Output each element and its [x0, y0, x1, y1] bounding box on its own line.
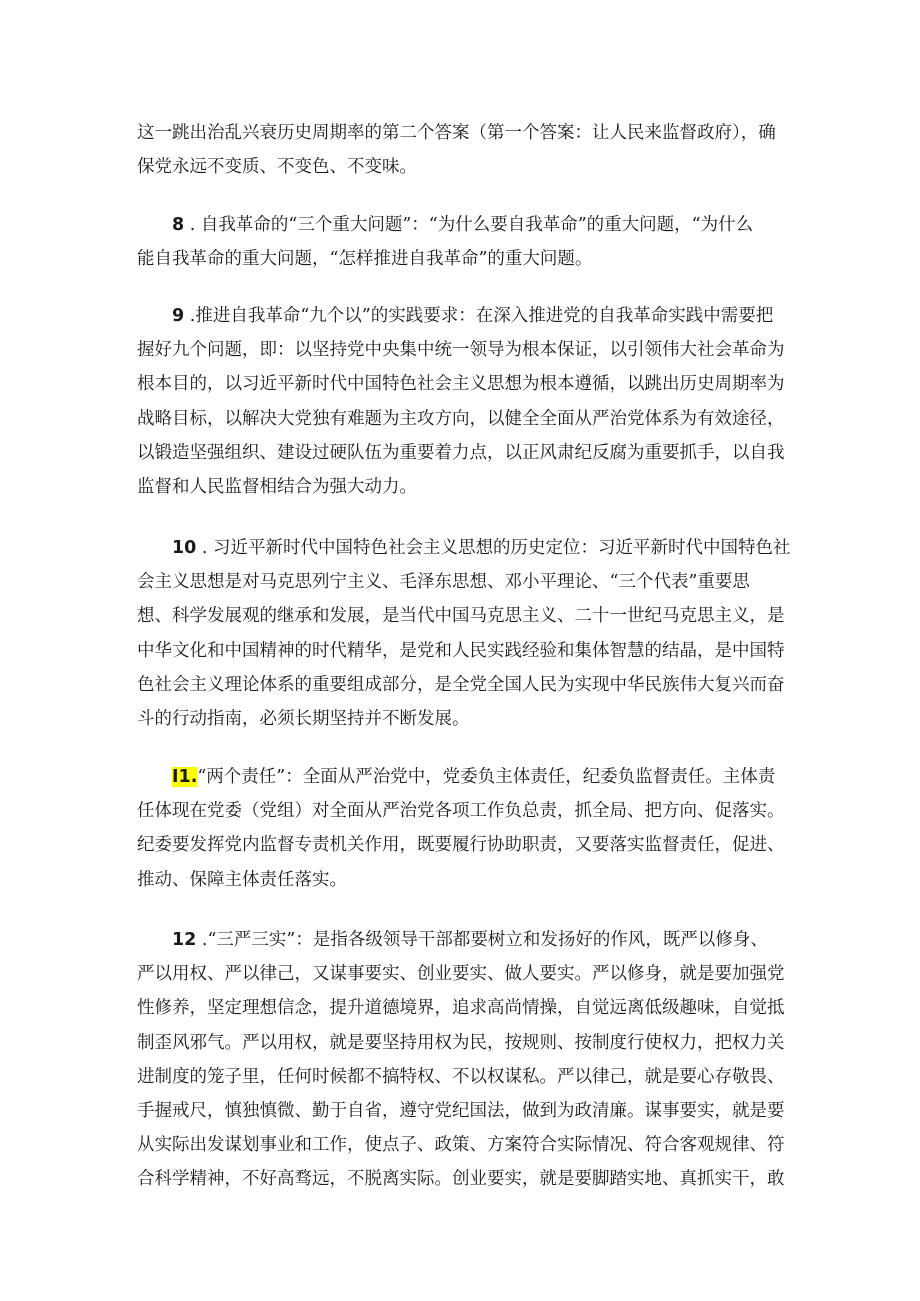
item-number: 9: [172, 306, 185, 326]
paragraph-continuation: [137, 116, 777, 184]
text-line: 色社会主义理论体系的重要组成部分，是全党全国人民为实现中华民族伟大复兴而奋: [137, 674, 785, 695]
text-line: 这一跳出治乱兴衰历史周期率的第二个答案（第一个答案：让人民来监督政府），确: [137, 123, 776, 143]
paragraph-8: [137, 208, 777, 276]
text-line: 推动、保障主体责任落实。: [137, 869, 347, 890]
text-line: 能自我革命的重大问题，“怎样推进自我革命”的重大问题。: [137, 249, 593, 270]
item-number: 8: [172, 215, 185, 235]
text-line: 监督和人民监督相结合为强大动力。: [137, 477, 417, 498]
text-line: 从实际出发谋划事业和工作，使点子、政策、方案符合实际情况、符合客观规律、符: [137, 1135, 785, 1156]
item-number: 10: [172, 538, 197, 558]
first-line-text: .“三严三实”：是指各级领导干部都要树立和发扬好的作风，既严以修身、: [196, 930, 768, 950]
text-line: [137, 208, 777, 242]
first-line-text: .推进自我革命“九个以”的实践要求：在深入推进党的自我革命实践中需要把: [184, 306, 774, 326]
text-line: [137, 760, 777, 794]
paragraph-10: [137, 531, 791, 736]
text-line: [137, 923, 777, 957]
text-line: 以锻造坚强组织、建设过硬队伍为重要着力点，以正风肃纪反腐为重要抓手，以自我: [137, 442, 785, 463]
text-line: 握好九个问题，即：以坚持党中央集中统一领导为根本保证，以引领伟大社会革命为: [137, 340, 785, 361]
text-line: [137, 299, 777, 333]
text-line: 任体现在党委（党组）对全面从严治党各项工作负总责，抓全局、把方向、促落实。: [137, 801, 785, 822]
paragraph-12: [137, 923, 785, 1197]
paragraph-9: [137, 299, 785, 504]
text-line: 手握戒尺，慎独慎微、勤于自省，遵守党纪国法，做到为政清廉。谋事要实，就是要: [137, 1101, 785, 1122]
text-line: 会主义思想是对马克思列宁主义、毛泽东思想、邓小平理论、“三个代表”重要思: [137, 572, 750, 593]
paragraph-11: [137, 760, 785, 897]
text-line: 斗的行动指南，必须长期坚持并不断发展。: [137, 709, 470, 730]
item-number-highlighted: I1.: [172, 767, 198, 787]
text-line: 根本目的，以习近平新时代中国特色社会主义思想为根本遵循，以跳出历史周期率为: [137, 374, 785, 395]
text-line: 进制度的笼子里，任何时候都不搞特权、不以权谋私。严以律己，就是要心存敬畏、: [137, 1066, 785, 1087]
text-line: 严以用权、严以律己，又谋事要实、创业要实、做人要实。严以修身，就是要加强党: [137, 964, 785, 985]
first-line-text: . 自我革命的“三个重大问题”：“为什么要自我革命”的重大问题，“为什么: [184, 215, 754, 235]
text-line: 纪委要发挥党内监督专责机关作用，既要履行协助职责，又要落实监督责任，促进、: [137, 835, 785, 856]
item-number: 12: [172, 930, 197, 950]
first-line-text: . 习近平新时代中国特色社会主义思想的历史定位：习近平新时代中国特色社: [196, 538, 791, 558]
text-line: 性修养，坚定理想信念，提升道德境界，追求高尚情操，自觉远离低级趣味，自觉抵: [137, 998, 785, 1019]
text-line: 保党永远不变质、不变色、不变味。: [137, 157, 417, 178]
first-line-text: “两个责任”：全面从严治党中，党委负主体责任，纪委负监督责任。主体责: [197, 767, 776, 787]
text-line: 合科学精神，不好高骛远，不脱离实际。创业要实，就是要脚踏实地、真抓实干，敢: [137, 1169, 785, 1190]
text-line: 中华文化和中国精神的时代精华，是党和人民实践经验和集体智慧的结晶，是中国特: [137, 640, 785, 661]
text-line: 想、科学发展观的继承和发展，是当代中国马克思主义、二十一世纪马克思主义，是: [137, 606, 785, 627]
text-line: [137, 531, 791, 565]
text-line: 战略目标，以解决大党独有难题为主攻方向，以健全全面从严治党体系为有效途径，: [137, 408, 785, 429]
text-line: 制歪风邪气。严以用权，就是要坚持用权为民，按规则、按制度行使权力，把权力关: [137, 1032, 785, 1053]
